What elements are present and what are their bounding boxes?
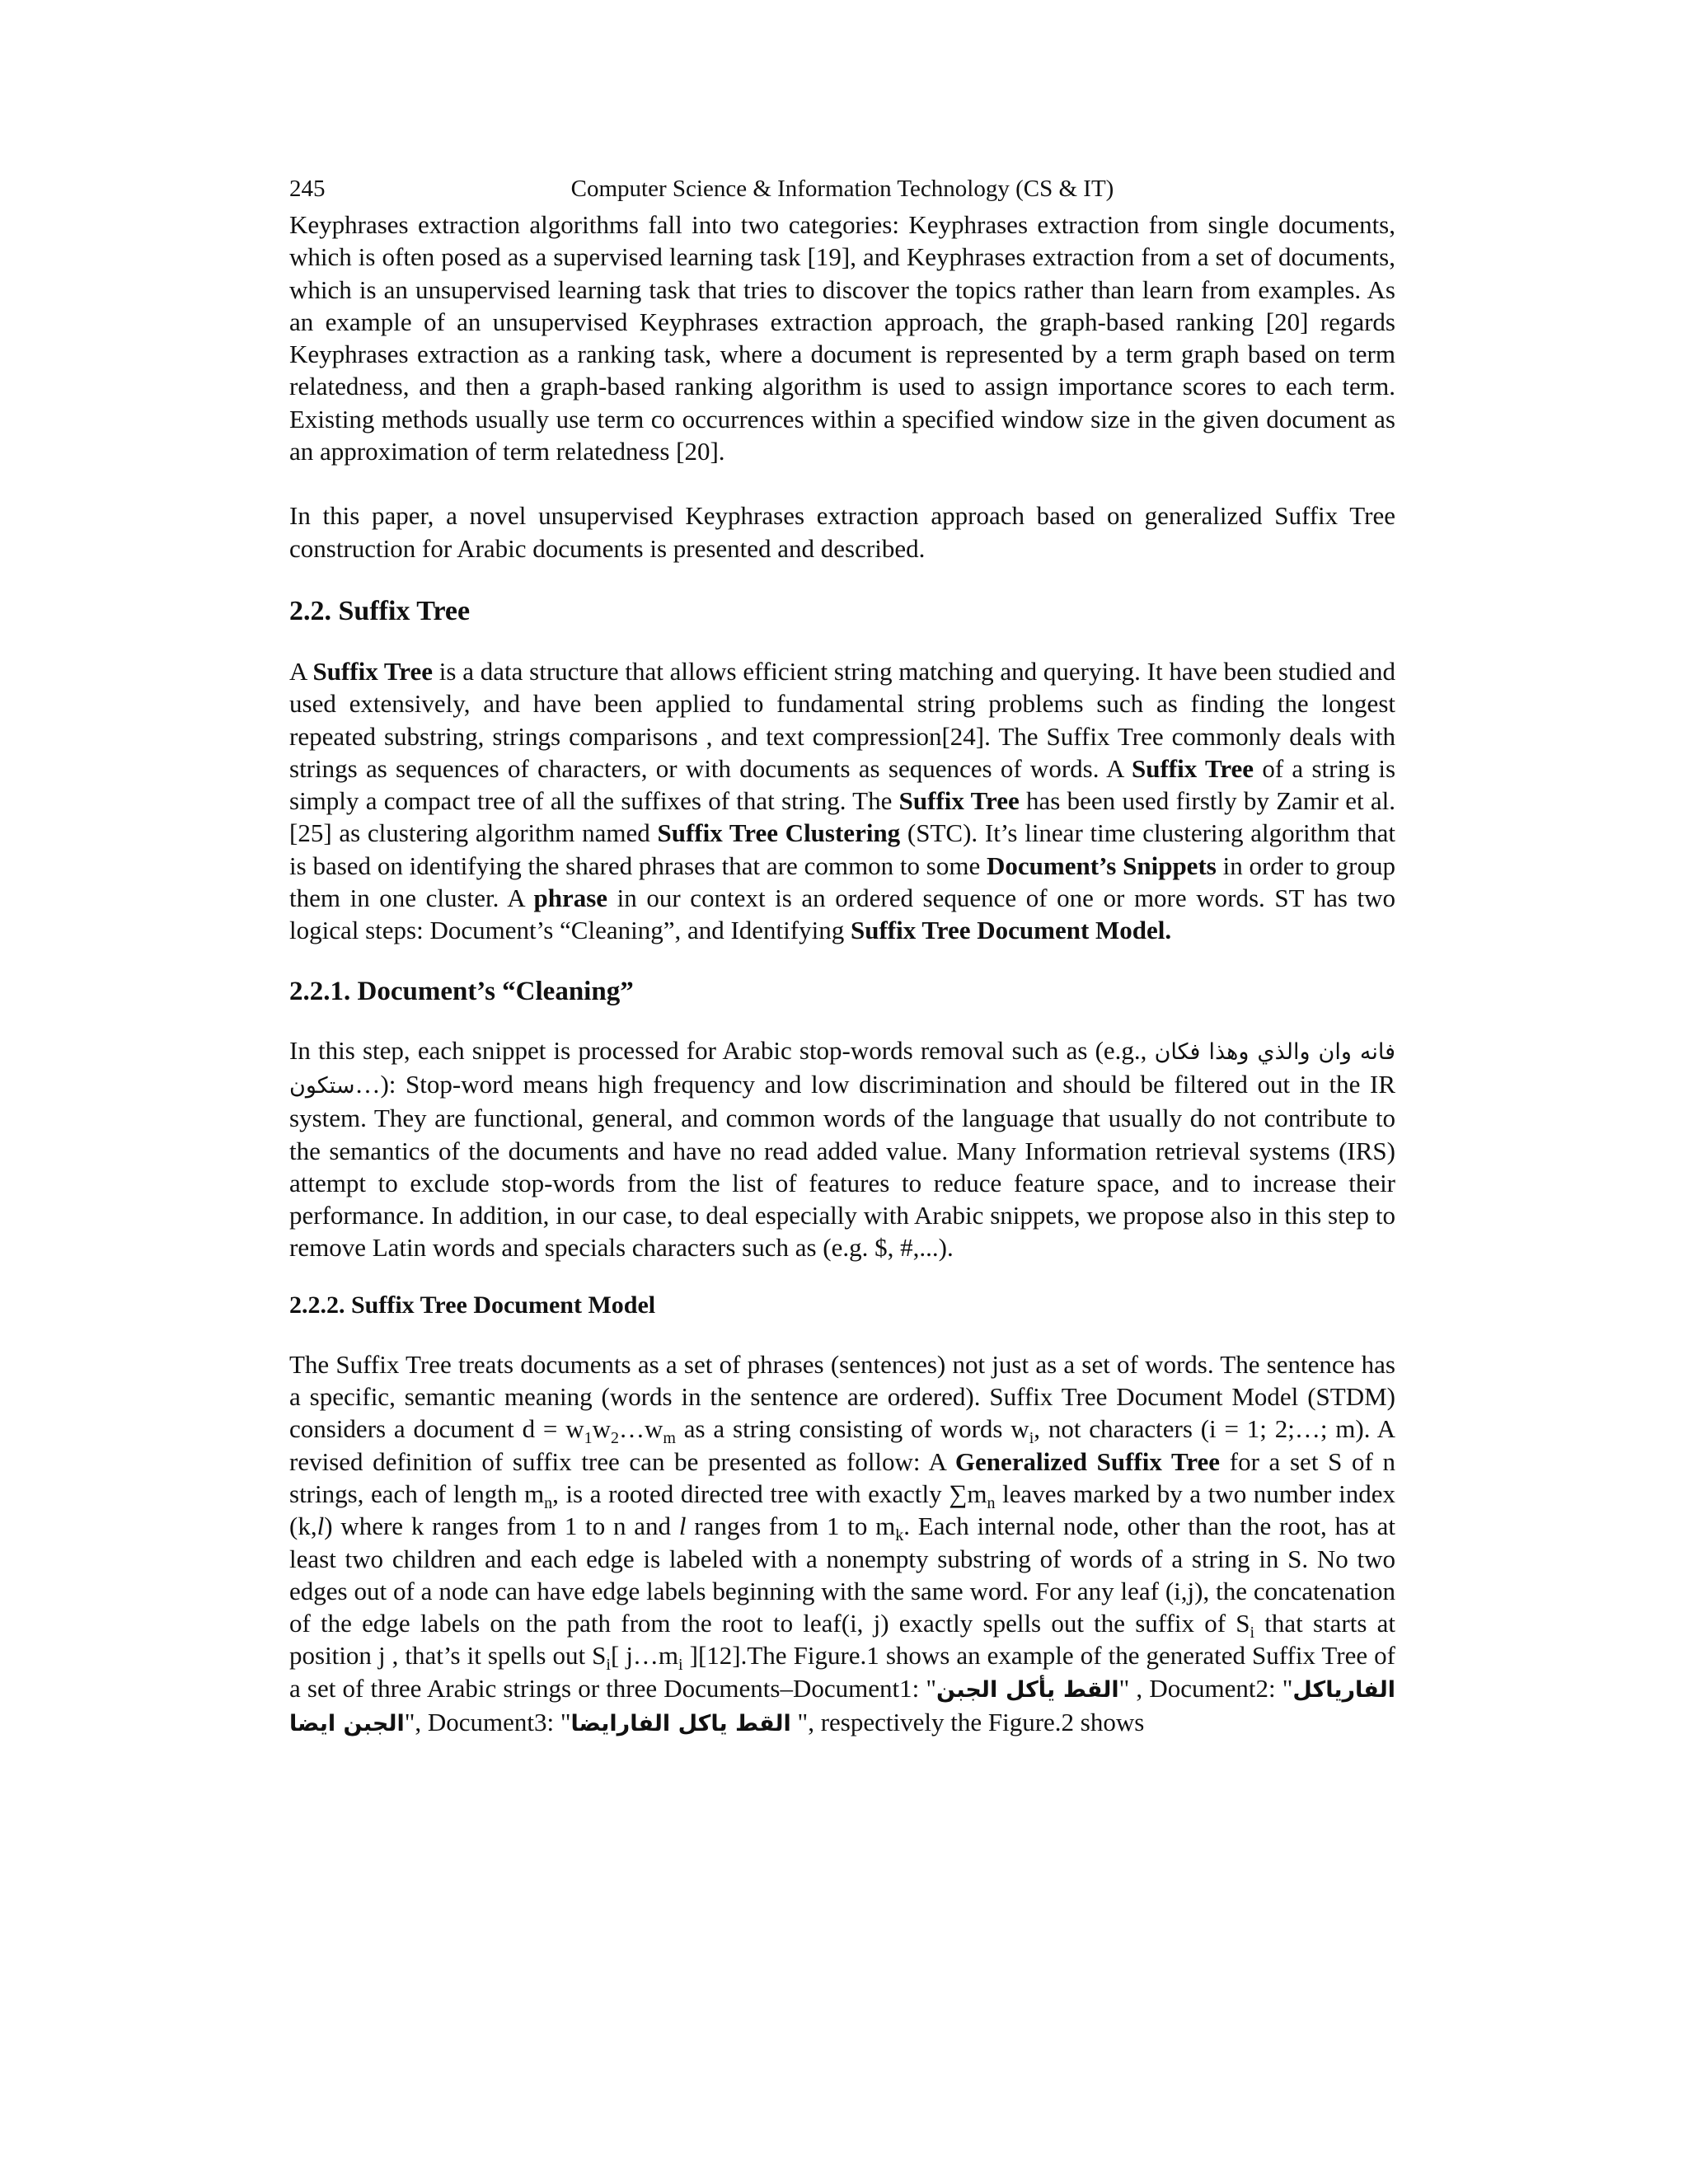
section-heading-cleaning: 2.2.1. Document’s “Cleaning” bbox=[289, 976, 634, 1006]
arabic-document-1: القط يأكل الجبن bbox=[936, 1676, 1119, 1703]
page-number: 245 bbox=[289, 176, 326, 202]
intro-paragraph-2: In this paper, a novel unsupervised Keyphrases extraction approach based on generalized Suffix Tree construction for Arabic documents is presented and described. bbox=[289, 501, 1395, 563]
stdm-paragraph: The Suffix Tree treats documents as a set of phrases (sentences) not just as a set of words. The sentence has a specific, semantic meaning (words in the sentence are ordered). Suffix Tree Document Model (STDM) considers a document $d = w_1w_2\dots w_m$ as a string consisting of words $w_i$, not characters (i = 1; 2;…; m). A revised definition of suffix tree can be presented as follow: A Generalized Suffix Tree for a set S of n strings, each of length $m_n$, is a rooted directed tree with exactly $\sum m_n$ leaves marked by a two number index (k,l) where k ranges from 1 to n and l ranges from 1 to $m_k$. Each internal node, other than the root, has at least two children and each edge is labeled with a nonempty substring of words of a string in S. No two edges out of a node can have edge labels beginning with the same word. For any leaf (i,j), the concatenation of the edge labels on the path from the root to leaf(i, j) exactly spells out the suffix of $S_i$ that starts at position j , that’s it spells out $S_i$[ $j\dots m_i$ ][12].The Figure.1 shows an example of the generated Suffix Tree of a set of three Arabic strings or three Documents–Document1: "القط يأكل الجبن" , Document2: "الفارياكل الجبن ايضا", Document3: "القط ياكل الفارايضا ", respectively the Figure.2 shows bbox=[289, 1349, 1395, 1736]
suffix-tree-paragraph: A Suffix Tree is a data structure that allows efficient string matching and querying. It have been studied and used extensively, and have been applied to fundamental string problems such as finding the longest repeated substring, strings comparisons , and text compression[24]. The Suffix Tree commonly deals with strings as sequences of characters, or with documents as sequences of words. A Suffix Tree of a string is simply a compact tree of all the suffixes of that string. The Suffix Tree has been used firstly by Zamir et al. [25] as clustering algorithm named Suffix Tree Clustering (STC). It’s linear time clustering algorithm that is based on identifying the shared phrases that are common to some Document’s Snippets in order to group them in one cluster. A phrase in our context is an ordered sequence of one or more words. ST has two logical steps: Document’s “Cleaning”, and Identifying Suffix Tree Document Model. bbox=[289, 656, 1396, 945]
intro-paragraph-1: Keyphrases extraction algorithms fall into two categories: Keyphrases extraction from single documents, which is often posed as a supervised learning task [19], and Keyphrases extraction from a set of documents, which is an unsupervised learning task that tries to discover the topics rather than learn from examples. As an example of an unsupervised Keyphrases extraction approach, the graph-based ranking [20] regards Keyphrases extraction as a ranking task, where a document is represented by a term graph based on term relatedness, and then a graph-based ranking algorithm is used to assign importance scores to each term. Existing methods usually use term co occurrences within a specified window size in the given document as an approximation of term relatedness [20]. bbox=[289, 210, 1395, 466]
cleaning-paragraph: In this step, each snippet is processed for Arabic stop-words removal such as (e.g., فانه وان والذي وهذا فكان ستكون…): Stop-word means high frequency and low discrimination and should be filtered out in the IR system. They are functional, general, and common words of the language that usually do not contribute to the semantics of the documents and have no read added value. Many Information retrieval systems (IRS) attempt to exclude stop-words from the list of features to reduce feature space, and to increase their performance. In addition, in our case, to deal especially with Arabic snippets, we propose also in this step to remove Latin words and specials characters such as (e.g. $, #,...). bbox=[289, 1035, 1395, 1263]
paper-page bbox=[289, 169, 1395, 1740]
running-title: Computer Science & Information Technology (CS & IT) bbox=[570, 176, 1114, 202]
section-heading-stdm: 2.2.2. Suffix Tree Document Model bbox=[289, 1291, 656, 1319]
arabic-stopwords: فانه وان والذي وهذا فكان ستكون bbox=[289, 1038, 1395, 1099]
arabic-document-3: القط ياكل الفارايضا bbox=[570, 1710, 791, 1736]
page-header bbox=[289, 169, 1395, 209]
arabic-document-2: الفارياكل الجبن ايضا bbox=[289, 1676, 1395, 1736]
section-heading-suffix-tree: 2.2. Suffix Tree bbox=[289, 595, 471, 626]
